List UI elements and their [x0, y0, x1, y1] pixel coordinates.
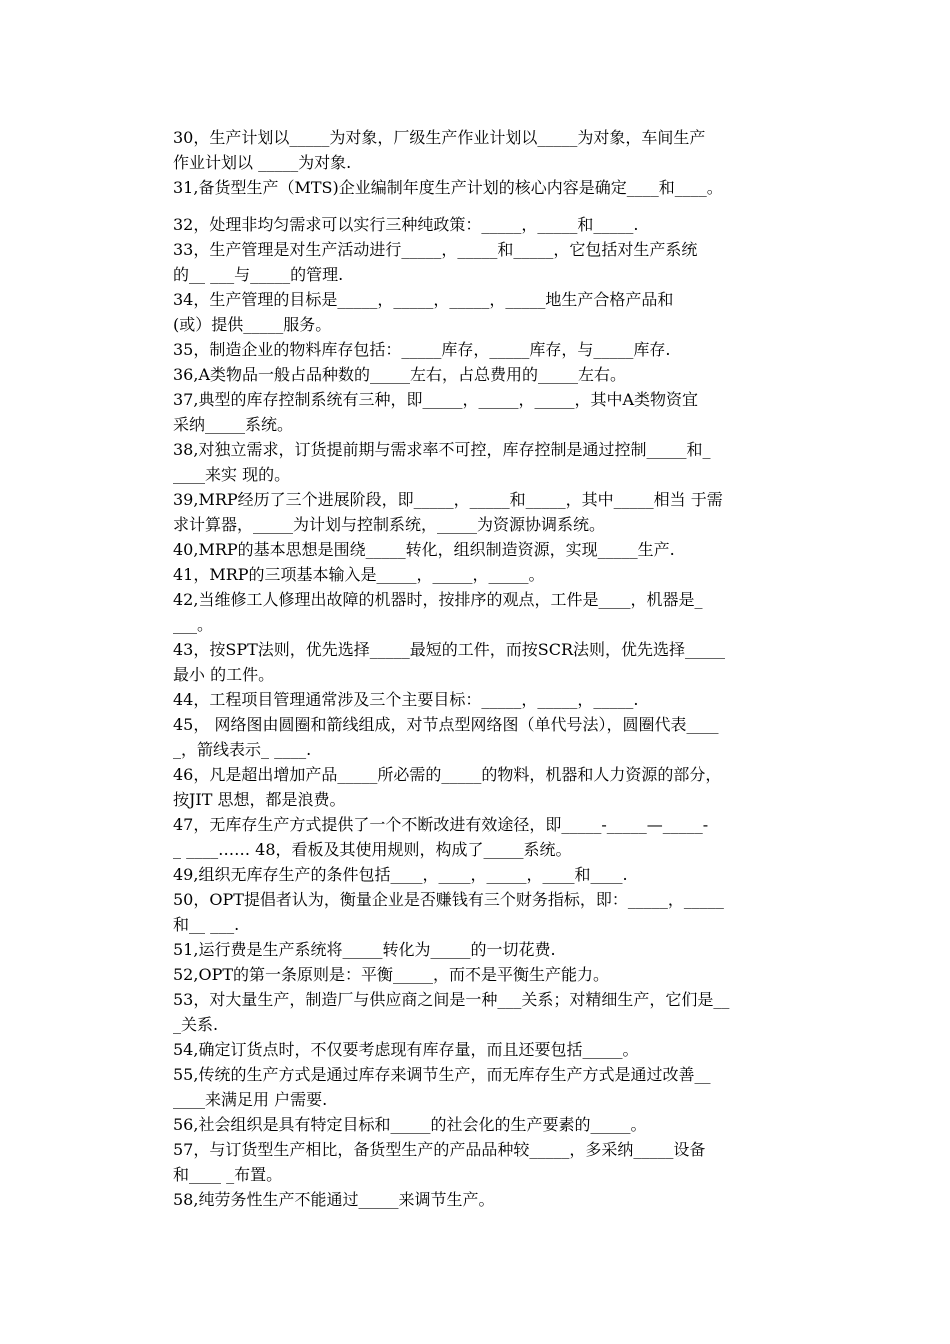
- question-57-line-2: 和____ _布置。: [173, 1165, 283, 1184]
- question-38-line-1: 38,对独立需求，订货提前期与需求率不可控，库存控制是通过控制_____和_: [173, 440, 711, 459]
- question-39-line-1: 39,MRP经历了三个进展阶段，即_____，_____和_____，其中_____相当 于需: [173, 490, 723, 509]
- question-34-line-2: (或）提供_____服务。: [173, 315, 332, 334]
- question-56-line-1: 56,社会组织是具有特定目标和_____的社会化的生产要素的_____。: [173, 1115, 647, 1134]
- question-45-line-1: 45， 网络图由圆圈和箭线组成，对节点型网络图（单代号法），圆圈代表____: [173, 715, 719, 734]
- question-50-line-1: 50，OPT提倡者认为，衡量企业是否赚钱有三个财务指标，即：_____，_____: [173, 890, 724, 909]
- question-45-line-2: _，箭线表示_ ____.: [173, 740, 312, 759]
- question-53-line-2: _关系.: [173, 1015, 219, 1034]
- question-53-line-1: 53，对大量生产，制造厂与供应商之间是一种___关系；对精细生产，它们是__: [173, 990, 730, 1009]
- question-49-line-1: 49,组织无库存生产的条件包括____，____，_____，____和____.: [173, 865, 628, 884]
- question-46-line-1: 46，凡是超出增加产品_____所必需的_____的物料，机器和人力资源的部分，: [173, 765, 722, 784]
- question-54-line-1: 54,确定订货点时，不仅要考虑现有库存量，而且还要包括_____。: [173, 1040, 639, 1059]
- question-33-line-2: 的__ ___与_____的管理.: [173, 265, 344, 284]
- question-37-line-1: 37,典型的库存控制系统有三种，即_____，_____，_____，其中A类物资宜: [173, 390, 699, 409]
- question-52-line-1: 52,OPT的第一条原则是：平衡_____，而不是平衡生产能力。: [173, 965, 610, 984]
- question-55-line-1: 55,传统的生产方式是通过库存来调节生产，而无库存生产方式是通过改善__: [173, 1065, 711, 1084]
- question-57-line-1: 57，与订货型生产相比，备货型生产的产品品种较_____，多采纳_____设备: [173, 1140, 706, 1159]
- question-51-line-1: 51,运行费是生产系统将_____转化为_____的一切花费.: [173, 940, 556, 959]
- question-34-line-1: 34，生产管理的目标是_____，_____，_____，_____地生产合格产品和: [173, 290, 674, 309]
- question-43-line-1: 43，按SPT法则，优先选择_____最短的工件，而按SCR法则，优先选择_____: [173, 640, 726, 659]
- question-47-line-2: _ ____…… 48，看板及其使用规则，构成了_____系统。: [173, 840, 572, 859]
- paragraph-gap: [173, 200, 823, 212]
- question-30-line-1: 30，生产计划以_____为对象，厂级生产作业计划以_____为对象，车间生产: [173, 128, 706, 147]
- question-47-line-1: 47，无库存生产方式提供了一个不断改进有效途径，即_____-_____—_____-: [173, 815, 709, 834]
- question-38-line-2: ____来实 现的。: [173, 465, 291, 484]
- question-35-line-1: 35，制造企业的物料库存包括：_____库存，_____库存，与_____库存.: [173, 340, 671, 359]
- question-42-line-1: 42,当维修工人修理出故障的机器时，按排序的观点，工件是____，机器是_: [173, 590, 703, 609]
- question-list: [173, 125, 823, 1212]
- question-39-line-2: 求计算器，_____为计划与控制系统，_____为资源协调系统。: [173, 515, 606, 534]
- question-40-line-1: 40,MRP的基本思想是围绕_____转化，组织制造资源，实现_____生产.: [173, 540, 675, 559]
- question-55-line-2: ____来满足用 户需要.: [173, 1090, 328, 1109]
- question-31-line-1: 31,备货型生产（MTS)企业编制年度生产计划的核心内容是确定____和____。: [173, 178, 723, 197]
- question-58-line-1: 58,纯劳务性生产不能通过_____来调节生产。: [173, 1190, 495, 1209]
- question-44-line-1: 44，工程项目管理通常涉及三个主要目标：_____，_____，_____.: [173, 690, 639, 709]
- question-42-line-2: ___。: [173, 615, 214, 634]
- question-46-line-2: 按JIT 思想，都是浪费。: [173, 790, 346, 809]
- question-41-line-1: 41，MRP的三项基本输入是_____，_____，_____。: [173, 565, 545, 584]
- question-50-line-2: 和__ ___.: [173, 915, 240, 934]
- question-32-line-1: 32，处理非均匀需求可以实行三种纯政策：_____，_____和_____.: [173, 215, 639, 234]
- question-43-line-2: 最小 的工件。: [173, 665, 275, 684]
- question-30-line-2: 作业计划以 _____为对象.: [173, 153, 352, 172]
- question-37-line-2: 采纳_____系统。: [173, 415, 294, 434]
- question-36-line-1: 36,A类物品一般占品种数的_____左右，占总费用的_____左右。: [173, 365, 627, 384]
- question-33-line-1: 33，生产管理是对生产活动进行_____，_____和_____，它包括对生产系统: [173, 240, 698, 259]
